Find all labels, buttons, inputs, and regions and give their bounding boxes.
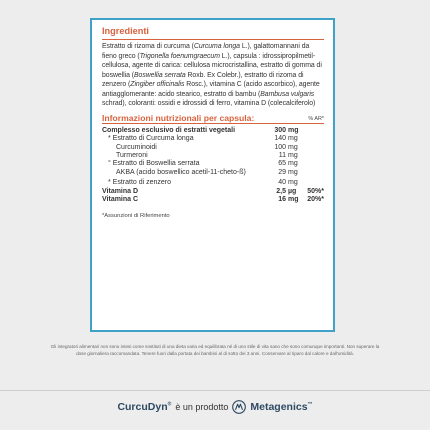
nutrient-name: ° Estratto di Boswellia serrata bbox=[108, 160, 200, 168]
nutrition-row bbox=[102, 169, 324, 177]
nutrient-ar-percent bbox=[302, 160, 324, 168]
nutrient-quantity: 29 bbox=[278, 168, 286, 176]
nutrient-unit: mg bbox=[288, 196, 299, 204]
brand-trademark: ™ bbox=[307, 401, 313, 408]
nutrition-heading: Informazioni nutrizionali per capsula: bbox=[102, 112, 255, 123]
nutrition-row bbox=[102, 127, 324, 135]
nutrient-unit: mg bbox=[288, 135, 298, 143]
ingredient-text-run: Boswellia serrata bbox=[134, 71, 186, 79]
ingredient-text-run: Roxb. Ex Colebr.), estratto di rizoma di zenzero ( bbox=[102, 71, 304, 89]
brand-footer bbox=[0, 400, 430, 414]
nutrient-unit: mg bbox=[288, 179, 298, 187]
nutrient-quantity: 40 bbox=[278, 179, 286, 187]
nutrient-ar-percent bbox=[302, 152, 324, 160]
ingredients-panel bbox=[90, 18, 335, 332]
nutrient-ar-percent bbox=[302, 169, 324, 177]
ingredient-text-run: Estratto di rizoma di curcuma ( bbox=[102, 43, 194, 50]
ingredient-text-run: Rosc.), vitamina C (acido ascorbico), agente antiagglomerante: acido stearico, estratto di bambu ( bbox=[102, 81, 320, 98]
nutrient-quantity: 65 bbox=[278, 160, 286, 168]
nutrient-name: Vitamina D bbox=[102, 187, 139, 195]
nutrient-ar-percent bbox=[302, 144, 324, 152]
ingredient-text-run: L.), capsula : idrossipropilmetilcellulosa, agente di carica: cellulosa microcristallina, estratto di gomma di boswellia ( bbox=[102, 52, 322, 79]
nutrient-unit: mg bbox=[288, 168, 298, 176]
nutrition-header bbox=[102, 113, 324, 123]
brand-name bbox=[250, 401, 312, 413]
nutrient-name: * Estratto di Curcuma longa bbox=[108, 135, 194, 143]
product-name-text: CurcuDyn bbox=[117, 401, 168, 413]
nutrient-name: * Estratto di zenzero bbox=[108, 179, 172, 187]
ingredient-text-run: Curcuma longa bbox=[193, 43, 240, 50]
ingredient-text-run: schrad), coloranti: ossidi e idrossidi di ferro, vitamina D (colecalciferolo) bbox=[102, 100, 316, 108]
nutrient-quantity: 300 bbox=[274, 126, 286, 134]
nutrient-unit: mg bbox=[288, 126, 299, 134]
ingredient-text-run: Zingiber officinalis bbox=[130, 81, 185, 89]
nutrition-row bbox=[102, 196, 324, 204]
nutrient-name: Vitamina C bbox=[102, 196, 139, 204]
ingredients-text bbox=[102, 42, 324, 109]
nutrient-ar-percent bbox=[302, 127, 324, 135]
connector-text: è un prodotto bbox=[175, 402, 229, 412]
product-name bbox=[117, 401, 171, 413]
nutrition-rule bbox=[102, 123, 324, 124]
ingredients-heading: Ingredienti bbox=[102, 26, 149, 36]
reference-footnote: *Assunzioni di Riferimento bbox=[102, 213, 170, 220]
product-trademark: ® bbox=[167, 401, 172, 408]
nutrition-row bbox=[102, 135, 324, 143]
nutrient-ar-percent: 50%* bbox=[307, 187, 324, 195]
nutrient-ar-percent bbox=[302, 135, 324, 143]
nutrition-row bbox=[102, 188, 324, 196]
nutrition-row bbox=[102, 160, 324, 168]
nutrient-quantity: 11 bbox=[278, 152, 286, 160]
nutrient-quantity: 140 bbox=[274, 135, 286, 143]
nutrient-ar-percent: 20%* bbox=[307, 196, 324, 204]
ingredient-text-run: Bambusa vulgaris bbox=[260, 90, 315, 98]
ingredient-text-run: Trigonella foenumgraecum bbox=[139, 52, 220, 60]
heading-rule bbox=[102, 39, 324, 40]
nutrient-unit: mg bbox=[288, 143, 298, 151]
nutrient-quantity: 100 bbox=[274, 143, 286, 151]
nutrient-name: Complesso esclusivo di estratti vegetali bbox=[102, 126, 236, 134]
nutrient-ar-percent bbox=[302, 177, 324, 187]
nutrition-row bbox=[102, 144, 324, 152]
nutrient-name: Turmeroni bbox=[116, 152, 148, 160]
footer-divider bbox=[0, 390, 430, 391]
nutrient-name: AKBA (acido boswellico acetil-11-cheto-ß) bbox=[116, 168, 246, 176]
nutrition-row bbox=[102, 177, 324, 187]
disclaimer-text: Gli integratori alimentari non sono intesi come sostituti di una dieta varia ed equilibrata né di uno stile di vita sano che sono comunque importanti. Non superare la dose giornaliera raccomandata. Tenere fuori dalla portata dei bambini al di sotto dei 3 anni. Conservare al riparo dal calore e dall'umidità. bbox=[50, 344, 380, 356]
nutrient-quantity: 16 bbox=[278, 196, 286, 204]
nutrient-unit: µg bbox=[288, 187, 297, 195]
nutrient-unit: mg bbox=[288, 152, 298, 160]
nutrition-table bbox=[102, 127, 324, 205]
nutrient-unit: mg bbox=[288, 160, 298, 168]
nutrient-name: Curcuminoidi bbox=[116, 143, 157, 151]
brand-name-text: Metagenics bbox=[250, 401, 308, 413]
nutrient-quantity: 2,5 bbox=[276, 187, 286, 195]
ar-column-label: % AR* bbox=[308, 115, 324, 122]
ingredient-text-run: L.), galattomannani da fieno greco ( bbox=[102, 43, 310, 60]
metagenics-logo-icon bbox=[232, 400, 246, 414]
